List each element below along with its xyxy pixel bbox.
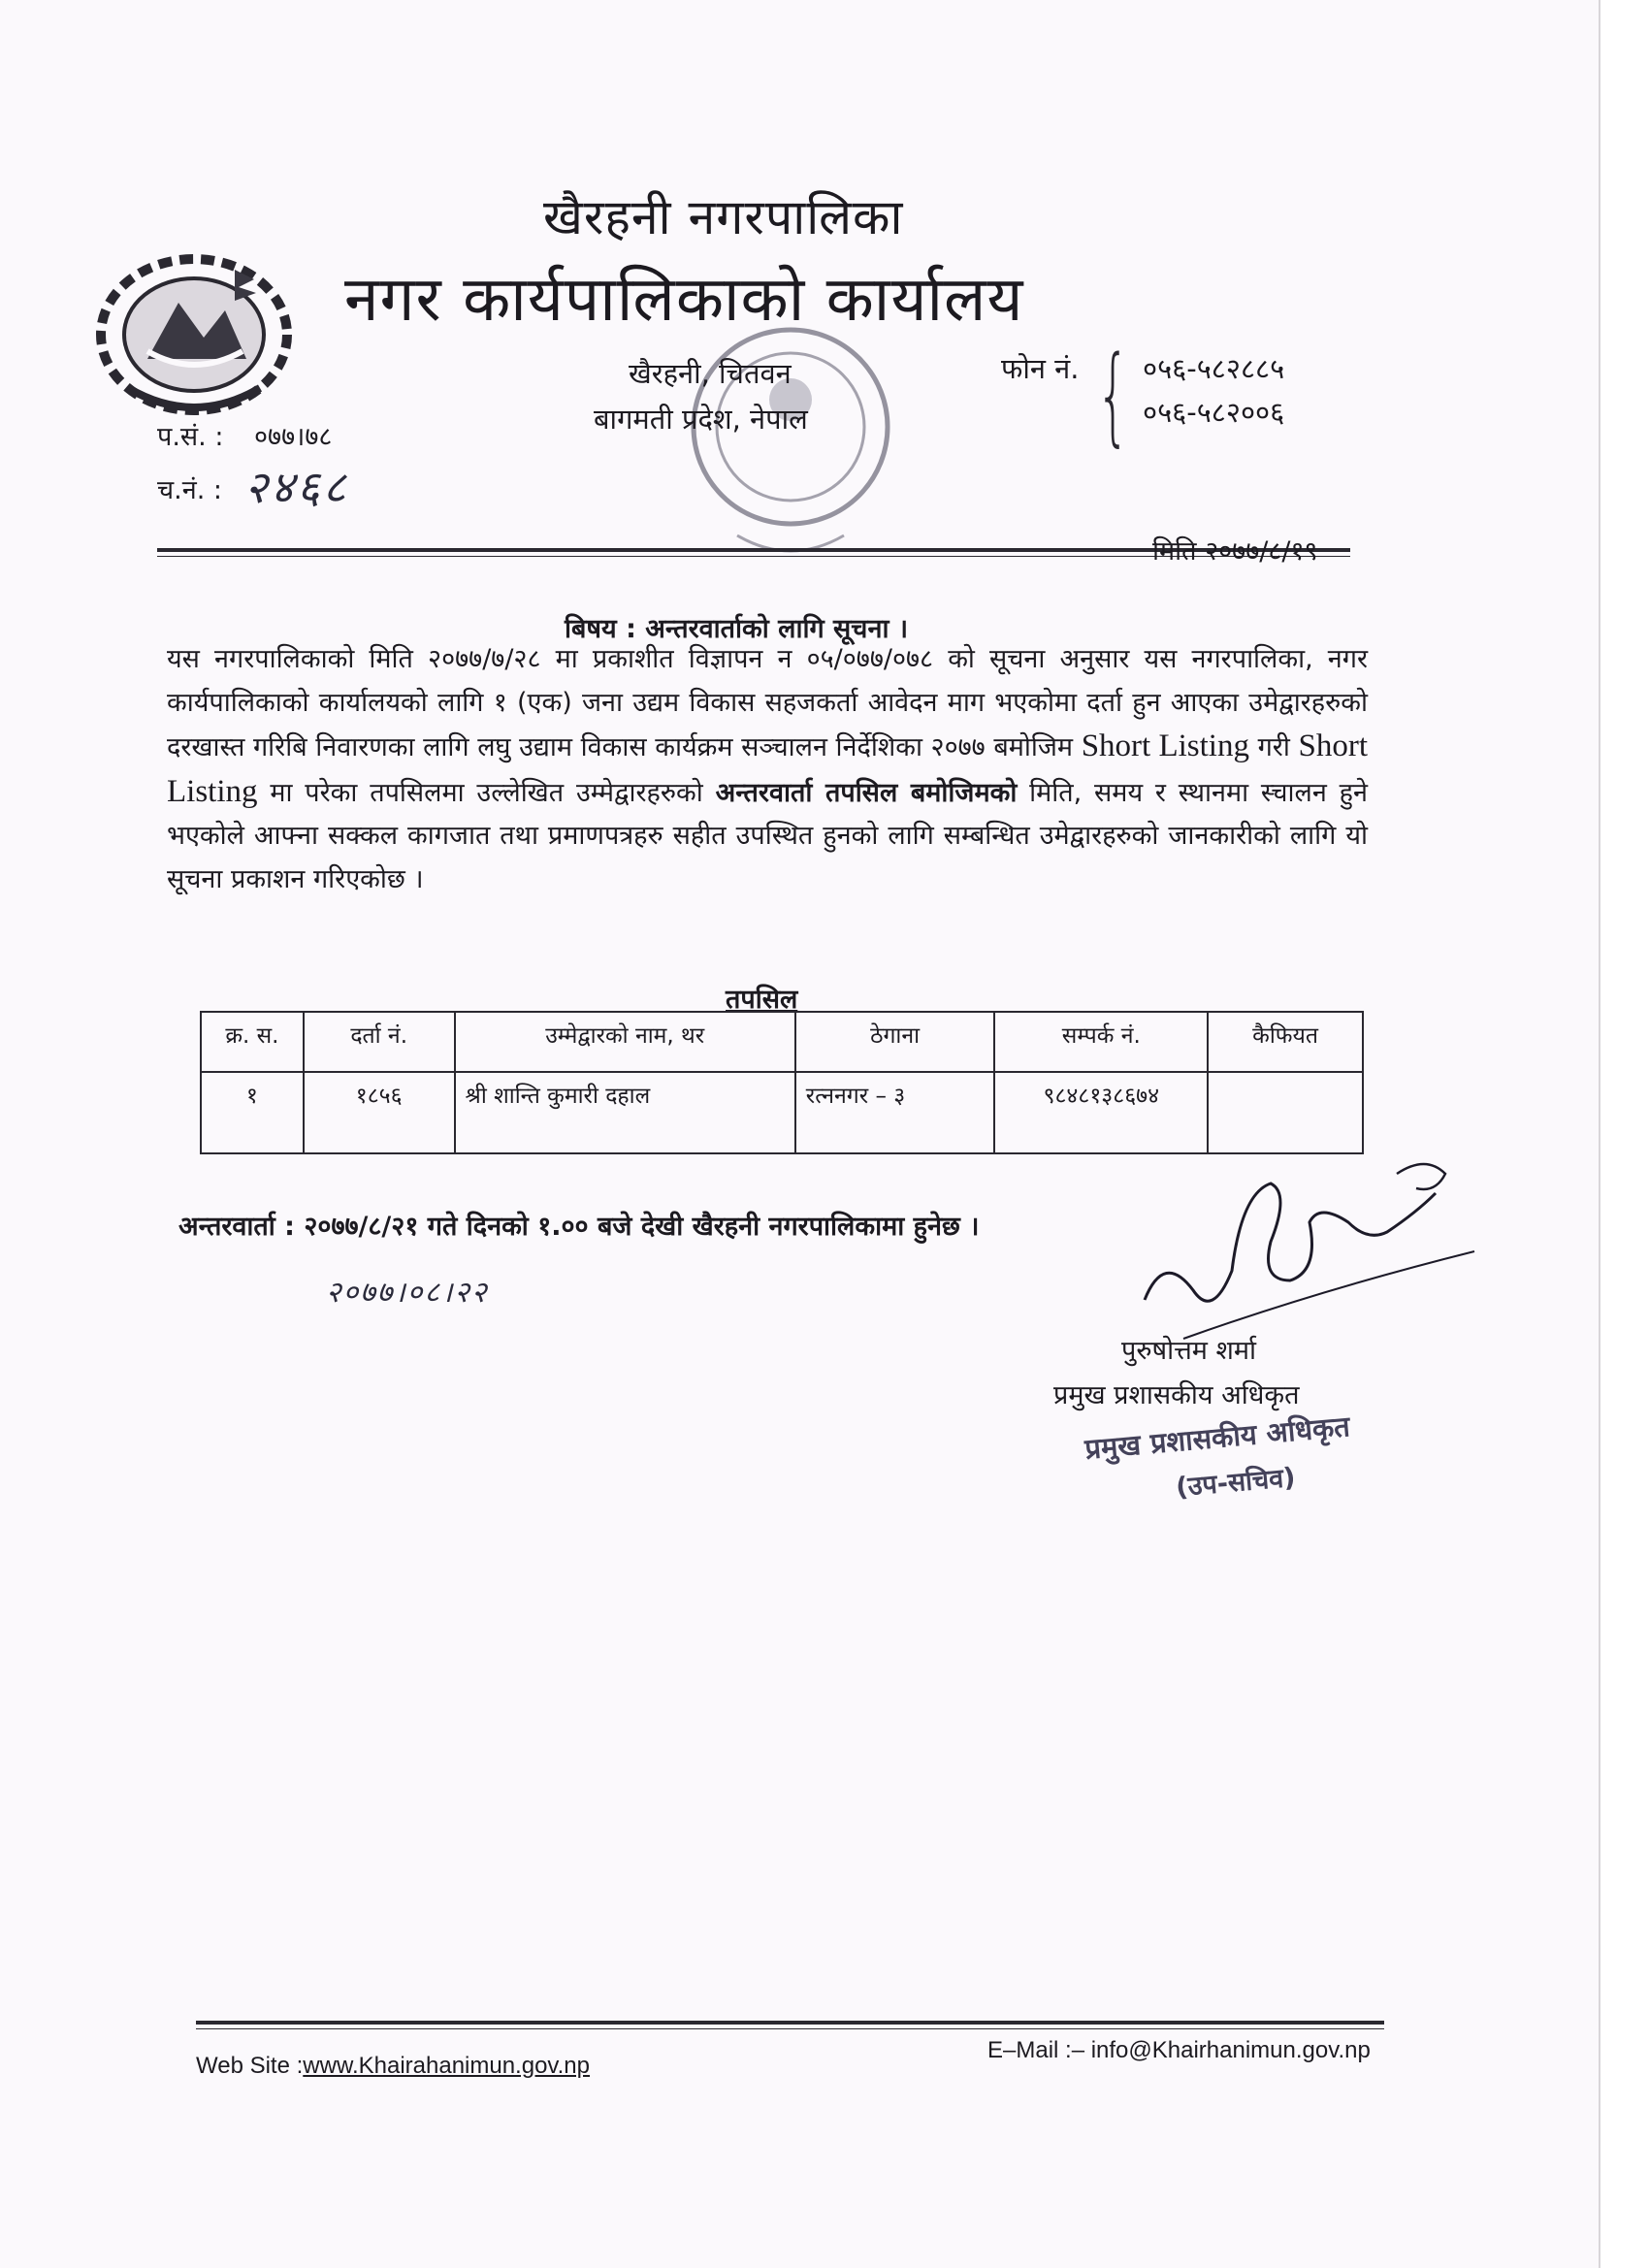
body-part-2: गरी (1257, 732, 1290, 763)
body-part-1: यस नगरपालिकाको मिति २०७७/७/२८ मा प्रकाशीत विज्ञापन न ०५/०७७/०७८ को सूचना अनुसार यस नगरपालिका, नगर कार्यपालिकाको कार्यालयको लागि १ (एक) जना उद्यम विकास सहजकर्ता आवेदन माग भएकोमा दर्ता हुन आएका उमेद्वारहरुको दरखास्त गरिबि निवारणका लागि लघु उद्याम विकास कार्यक्रम सञ्चालन निर्देशिका २०७७ बमोजिम (167, 644, 1368, 763)
cell-serial: १ (201, 1072, 304, 1153)
notice-subject: बिषय : अन्तरवार्ताको लागि सूचना । (565, 614, 909, 644)
cell-address: रत्ननगर – ३ (795, 1072, 995, 1153)
office-title: नगर कार्यपालिकाको कार्यालय (344, 264, 1024, 336)
office-round-stamp-icon (679, 312, 902, 574)
col-header-contact: सम्पर्क नं. (994, 1012, 1208, 1072)
col-header-reg-no: दर्ता नं. (304, 1012, 455, 1072)
footer-email[interactable]: E–Mail :– info@Khairhanimun.gov.np (987, 2037, 1371, 2063)
col-header-remarks: कैफियत (1208, 1012, 1363, 1072)
footer-website (196, 2053, 590, 2080)
body-short-listing-1: Short Listing (1081, 729, 1249, 764)
table-header-row (201, 1012, 1363, 1072)
interview-schedule: अन्तरवार्ता : २०७७/८/२१ गते दिनको १.०० बजे देखी खैरहनी नगरपालिकामा हुनेछ । (178, 1212, 980, 1242)
col-header-name: उम्मेद्वारको नाम, थर (455, 1012, 795, 1072)
cell-name: श्री शान्ति कुमारी दहाल (455, 1072, 795, 1153)
body-part-3: मा परेका तपसिलमा उल्लेखित उम्मेद्वारहरुको (270, 777, 703, 808)
website-link[interactable]: www.Khairahanimun.gov.np (303, 2053, 591, 2079)
body-short-listing-2: Short Listing (167, 729, 1368, 809)
table-caption: तपसिल (726, 985, 798, 1015)
signatory-name: पुरुषोत्तम शर्मा (1121, 1336, 1256, 1366)
cell-contact: ९८४८१३८६७४ (994, 1072, 1208, 1153)
handwritten-date: २०७७।०८।२२ (326, 1276, 489, 1310)
cell-reg-no: १८५६ (304, 1072, 455, 1153)
office-name: खैरहनी नगरपालिका (543, 189, 904, 245)
cn-label: च.नं. : (157, 475, 222, 505)
candidate-table (200, 1011, 1364, 1154)
col-header-serial: क्र. स. (201, 1012, 304, 1072)
body-bold-phrase: अन्तरवार्ता तपसिल बमोजिमको (715, 777, 1018, 808)
notice-body (167, 638, 1368, 902)
address-line-1: खैरहनी, चितवन (629, 357, 792, 390)
paper-edge (1599, 0, 1649, 2268)
phone-number-1: ०५६-५८२८८५ (1143, 352, 1285, 385)
col-header-address: ठेगाना (795, 1012, 995, 1072)
designation-stamp-subtitle: (उप-सचिव) (1175, 1462, 1297, 1504)
website-label: Web Site : (196, 2053, 304, 2079)
phone-number-2: ०५६-५८२००६ (1143, 396, 1285, 429)
phone-label: फोन नं. (1001, 352, 1080, 385)
signatory-title: प्रमुख प्रशासकीय अधिकृत (1053, 1380, 1300, 1410)
ps-label: प.सं. : (157, 422, 224, 452)
municipality-emblem-icon (89, 243, 299, 417)
address-line-2: बागमती प्रदेश, नेपाल (594, 403, 808, 436)
cn-value: २४६८ (244, 461, 349, 513)
signature-icon (1125, 1135, 1494, 1358)
footer-divider (196, 2021, 1384, 2025)
footer-divider-thin (196, 2028, 1384, 2029)
phone-brace: { (1096, 333, 1130, 457)
designation-stamp-title: प्रमुख प्रशासकीय अधिकृत (1083, 1409, 1352, 1466)
ps-value: ०७७।७८ (254, 422, 333, 452)
notice-date: मिति २०७७/८/१९ (1152, 536, 1318, 567)
body-part-4: मिति, समय र स्थानमा स्चालन हुने भएकोले आफ्ना सक्कल कागजात तथा प्रमाणपत्रहरु सहीत उपस्थित हुनको लागि सम्बन्धित उमेद्वारहरुको जानकारीको लागि यो सूचना प्रकाशन गरिएकोछ । (167, 777, 1368, 894)
